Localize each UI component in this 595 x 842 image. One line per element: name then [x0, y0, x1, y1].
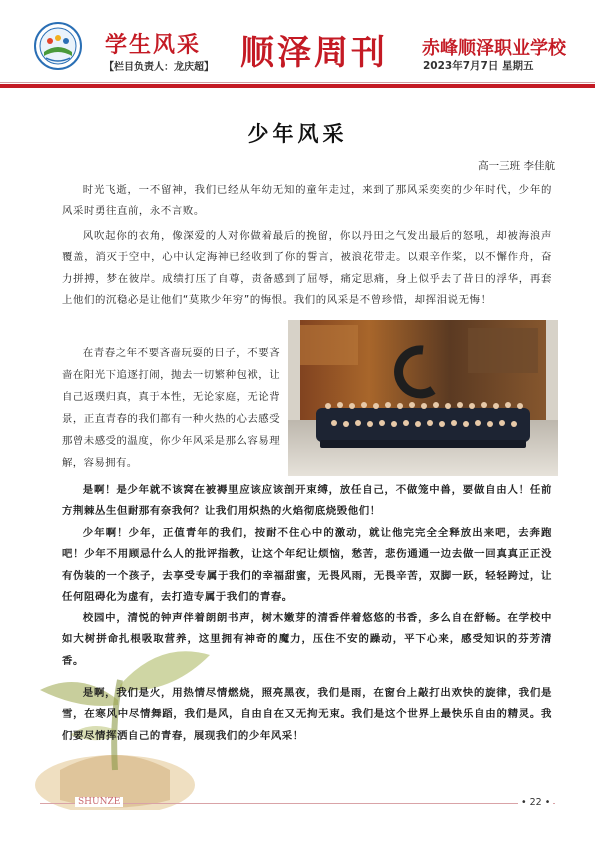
issue-date: 2023年7月7日 星期五 — [423, 60, 534, 72]
paragraph-1: 时光飞逝，一不留神，我们已经从年幼无知的童年走过，来到了那风采奕奕的少年时代，少年的风采时勇往直前，永不言败。 — [62, 184, 552, 218]
paragraph-5: 少年啊！少年，正值青年的我们，按耐不住心中的激动，就让他完完全全释放出来吧，去奔跑吧！少年不用顾忌什么人的批评指教，让这个年纪让烦恼，愁苦，悲伤通通一边去做一回真真正正没有伪装的一个孩子，去享受专属于我们的幸福甜蜜，无畏风雨，无畏辛苦，双脚一跃，轻轻跨过，让任何阻碍化为虚有，去打造专属于我们的青春。 — [62, 527, 552, 604]
paragraph-6: 校园中，清悦的钟声伴着朗朗书声，树木嫩芽的清香伴着悠悠的书香，多么自在舒畅。在学校中如大树拼命扎根吸取营养，这里拥有神奇的魔力，压住不安的躁动，平下心来，感受知识的芬芳清香。 — [62, 612, 552, 667]
page-number: • 22 • — [518, 797, 553, 808]
group-photo-image — [288, 320, 558, 476]
section-title: 学生风采 — [105, 33, 202, 58]
page-header — [0, 0, 595, 88]
paragraph-4: 是啊！是少年就不该窝在被褥里应该应该剖开束缚，放任自己，不做笼中兽，要做自由人！任前方荆棘丛生但耐那有奈我何？让我们用炽热的火焰彻底烧毁他们！ — [62, 484, 552, 518]
paragraph-2: 风吹起你的衣角，像深爱的人对你做着最后的挽留，你以丹田之气发出最后的怒吼，却被海浪声覆盖，消灭于空中，心中认定海神已经收到了你的誓言，被浪花带走。以艰辛作桨，以不懈作舟，奋力拼搏，梦在彼岸。成绩打压了自尊，责备感到了屈辱，痛定思痛，身上似乎去了昔日的浮华，再套上他们的沉稳必是让他们“莫欺少年穷”的悔恨。我们的风采是不曾珍惜，却挥泪说无悔！ — [62, 230, 552, 307]
school-name: 赤峰顺泽职业学校 — [422, 38, 566, 59]
editor-line: 【栏目负责人：龙庆超】 — [104, 62, 214, 73]
header-divider — [0, 84, 595, 88]
school-logo — [34, 22, 82, 70]
paragraph-3: 在青春之年不要吝啬玩耍的日子，不要吝啬在阳光下追逐打闹，抛去一切繁种包袱，让自己返璞归真，真于本性，无论家庭，无论背景，正直青春的我们都有一种火热的心去感受那曾未感受的温度，你少年风采是那么容易理解，容易拥有。 — [62, 347, 280, 469]
article-title: 少年风采 — [247, 122, 348, 146]
paper-name: 顺泽周刊 — [240, 33, 388, 73]
header-divider-thin — [0, 82, 595, 83]
footer-label: SHUNZE — [75, 797, 123, 807]
paragraph-7: 是啊，我们是火，用热情尽情燃烧，照亮黑夜，我们是雨，在窗台上敲打出欢快的旋律，我们是雪，在寒风中尽情舞蹈，我们是风，自由自在又无拘无束。我们是这个世界上最快乐自由的精灵。我们要尽情挥洒自己的青春，展现我们的少年风采！ — [62, 687, 552, 742]
article-byline: 高一三班 李佳航 — [478, 160, 555, 172]
group-photo — [288, 320, 558, 476]
